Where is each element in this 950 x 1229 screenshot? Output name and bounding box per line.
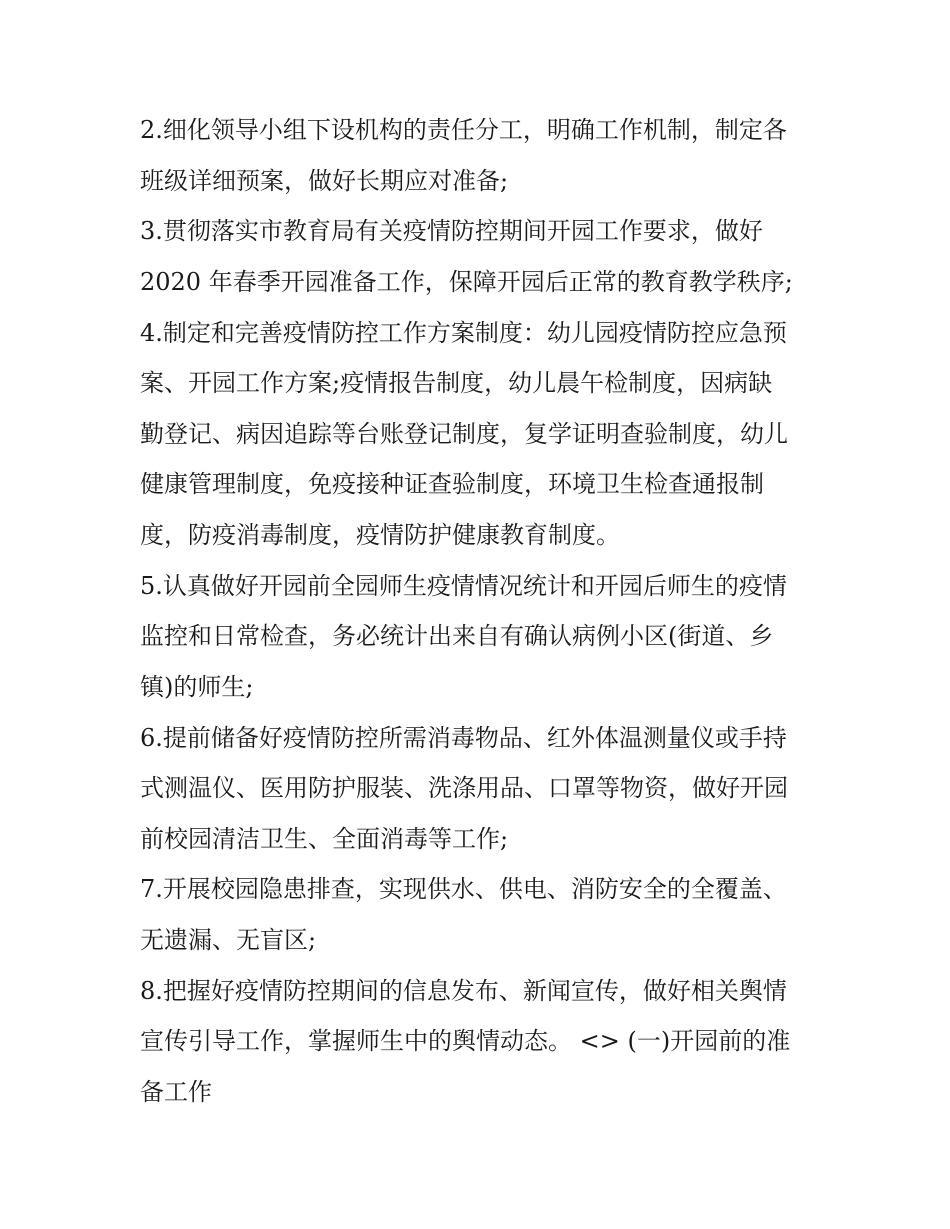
text-line: 2.细化领导小组下设机构的责任分工，明确工作机制，制定各 [140,116,787,144]
text-line: 案、开园工作方案;疫情报告制度，幼儿晨午检制度，因病缺 [140,369,773,397]
text-line: 前校园清洁卫生、全面消毒等工作; [140,825,509,853]
text-line: 勤登记、病因追踪等台账登记制度，复学证明查验制度，幼儿 [140,420,788,448]
text-line: 度，防疫消毒制度，疫情防护健康教育制度。 [140,521,620,549]
text-line: 4.制定和完善疫情防控工作方案制度：幼儿园疫情防控应急预 [140,319,787,347]
text-line: 镇)的师生; [140,673,254,701]
text-line: 2020 年春季开园准备工作，保障开园后正常的教育教学秩序; [140,268,793,296]
text-line: 健康管理制度，免疫接种证查验制度，环境卫生检查通报制 [140,470,764,498]
text-line: 3.贯彻落实市教育局有关疫情防控期间开园工作要求，做好 [140,217,763,245]
text-line: 班级详细预案，做好长期应对准备; [140,167,509,195]
text-line: 备工作 [140,1078,212,1106]
text-line: 6.提前储备好疫情防控所需消毒物品、红外体温测量仪或手持 [140,724,787,752]
text-line: 宣传引导工作，掌握师生中的舆情动态。 <> (一)开园前的准 [140,1027,791,1055]
text-line: 无遗漏、无盲区; [140,926,317,954]
text-line: 5.认真做好开园前全园师生疫情情况统计和开园后师生的疫情 [140,572,787,600]
text-line: 式测温仪、医用防护服装、洗涤用品、口罩等物资，做好开园 [140,774,788,802]
text-line: 7.开展校园隐患排查，实现供水、供电、消防安全的全覆盖、 [140,875,787,903]
text-line: 监控和日常检查，务必统计出来自有确认病例小区(街道、乡 [140,622,774,650]
text-line: 8.把握好疫情防控期间的信息发布、新闻宣传，做好相关舆情 [140,977,787,1005]
